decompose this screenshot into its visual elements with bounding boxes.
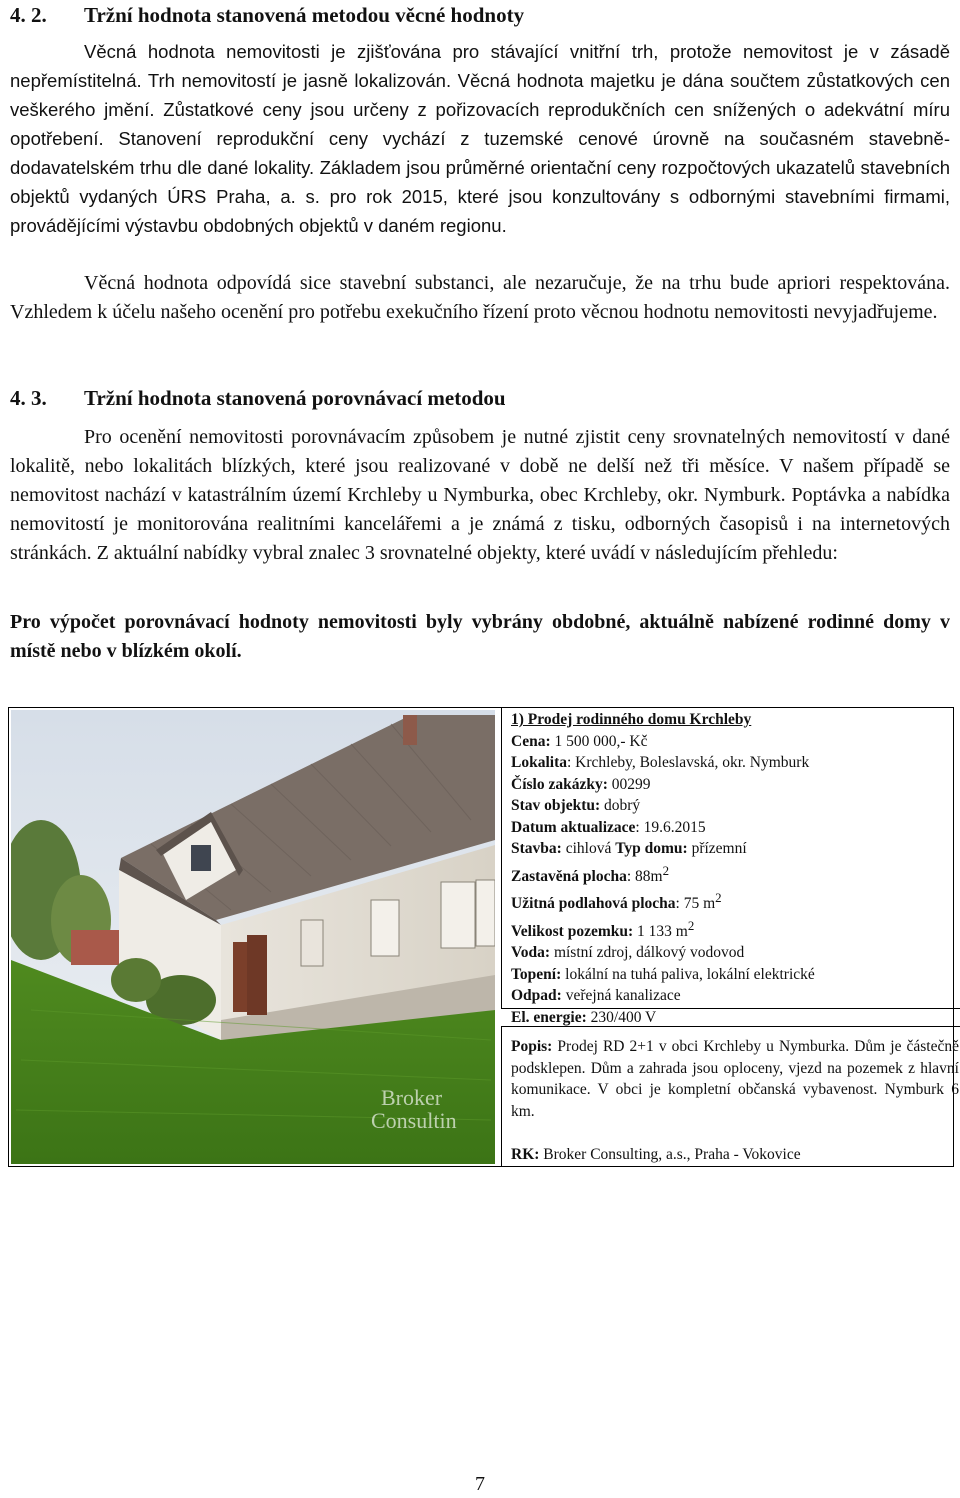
listing-title: 1) Prodej rodinného domu Krchleby <box>511 711 752 728</box>
built-area-value: : 88m <box>626 867 663 885</box>
agency-label: RK: <box>511 1146 540 1163</box>
price-value: 1 500 000,- Kč <box>550 732 648 750</box>
section-title: Tržní hodnota stanovená porovnávací metodou <box>84 386 506 410</box>
watermark-line-1: Broker <box>381 1085 443 1110</box>
power-label: El. energie: <box>511 1008 587 1026</box>
waste-value: veřejná kanalizace <box>561 987 681 1005</box>
superscript-2: 2 <box>662 862 670 878</box>
page-number: 7 <box>475 1473 485 1495</box>
plot-size-label: Velikost pozemku: <box>511 922 634 940</box>
section-heading-4-3 <box>10 385 506 411</box>
paragraph-cost-value: Věcná hodnota nemovitosti je zjišťována pro stávající vnitřní trh, protože nemovitost je v zásadě nepřemístitelná. Trh nemovitostí je jasně lokalizován. Věcná hodnota majetku je dána součtem zůstatkových cen veškerého jmění. Zůstatkové ceny jsou určeny z pořizovacích reprodukčních cen snížených o adekvátní míru opotřebení. Stanovení reprodukční ceny vychází z tuzemské cenové úrovně na současném stavebně-dodavatelském trhu dle dané lokality. Základem jsou průměrné orientační ceny rozpočtových ukazatelů stavebních objektů vydaných ÚRS Praha, a. s. pro rok 2015, které jsou konzultovány s odbornými stavebními firmami, provádějícími výstavbu obdobných objektů v daném regionu. <box>10 41 950 236</box>
superscript-2: 2 <box>687 917 695 933</box>
locality-value: : Krchleby, Boleslavská, okr. Nymburk <box>566 754 810 771</box>
water-value: místní zdroj, dálkový vodovod <box>550 944 745 962</box>
updated-value: : 19.6.2015 <box>635 818 706 836</box>
state-label: Stav objektu: <box>511 797 601 814</box>
watermark-line-2: Consultin <box>371 1108 457 1133</box>
section-number: 4. 2. <box>10 3 47 27</box>
build-value: cihlová <box>561 840 616 857</box>
description-label: Popis: <box>511 1038 553 1055</box>
water-label: Voda: <box>511 944 551 962</box>
state-value: dobrý <box>600 797 641 814</box>
power-value: 230/400 V <box>586 1008 657 1026</box>
waste-label: Odpad: <box>511 987 562 1005</box>
house-type-label: Typ domu: <box>615 840 688 857</box>
section-heading-4-2 <box>10 2 524 28</box>
floor-area-label: Užitná podlahová plocha <box>511 895 676 913</box>
section-number: 4. 3. <box>10 386 47 410</box>
superscript-2: 2 <box>715 890 722 906</box>
built-area-label: Zastavěná plocha <box>511 867 627 885</box>
property-listing-1 <box>8 707 959 1167</box>
heating-value: lokální na tuhá paliva, lokální elektrické <box>561 965 815 983</box>
paragraph-cost-value-conclusion: Věcná hodnota odpovídá sice stavební substanci, ale nezaručuje, že na trhu bude apriori respektována. Vzhledem k účelu našeho ocenění pro potřebu exekučního řízení proto věcnou hodnotu nemovitosti nevyjadřujeme. <box>10 272 950 323</box>
real-estate-agency <box>511 1144 801 1166</box>
listing-info <box>501 708 959 1166</box>
house-photo <box>11 710 495 1164</box>
paragraph-comparison-method: Pro ocenění nemovitosti porovnávacím způsobem je nutné zjistit ceny srovnatelných nemovitostí v dané lokalitě, nebo lokalitách blízkých, které jsou realizované v době ne delší než tři měsíce. V našem případě se nemovitost nachází v katastrálním území Krchleby u Nymburka, obec Krchleby, okr. Nymburk. Poptávka a nabídka nemovitostí je monitorována realitními kancelářemi a je známá z tisku, odborných časopisů i na internetových stránkách. Z aktuální nabídky vybral znalec 3 srovnatelné objekty, které uvádí v následujícím přehledu: <box>10 426 950 564</box>
build-label: Stavba: <box>511 840 562 857</box>
updated-label: Datum aktualizace <box>511 818 636 836</box>
order-number-label: Číslo zakázky: <box>511 775 608 793</box>
house-photo-illustration <box>11 710 495 1164</box>
paragraph-comparison-selection: Pro výpočet porovnávací hodnoty nemovitosti byly vybrány obdobné, aktuálně nabízené rodinné domy v místě nebo v blízkém okolí. <box>10 611 950 662</box>
locality-label: Lokalita <box>511 754 567 771</box>
plot-size-value: 1 133 m <box>633 922 688 940</box>
description-value: Prodej RD 2+1 v obci Krchleby u Nymburka. Dům je částečně podsklepen. Dům a zahrada jsou oploceny, vjezd na pozemek z hlavní komunikace. V obci je kompletní občanská vybavenost. Nymburk 6 km. <box>511 1038 959 1120</box>
listing-parameters <box>501 708 960 1026</box>
heating-label: Topení: <box>511 965 562 983</box>
section-title: Tržní hodnota stanovená metodou věcné hodnoty <box>84 3 525 27</box>
agency-value: Broker Consulting, a.s., Praha - Vokovice <box>539 1146 801 1163</box>
house-type-value: přízemní <box>687 840 747 857</box>
order-number-value: 00299 <box>607 775 651 793</box>
description-text <box>511 1036 959 1122</box>
listing-description <box>501 1026 960 1167</box>
price-label: Cena: <box>511 732 551 750</box>
floor-area-value: : 75 m <box>675 895 716 913</box>
